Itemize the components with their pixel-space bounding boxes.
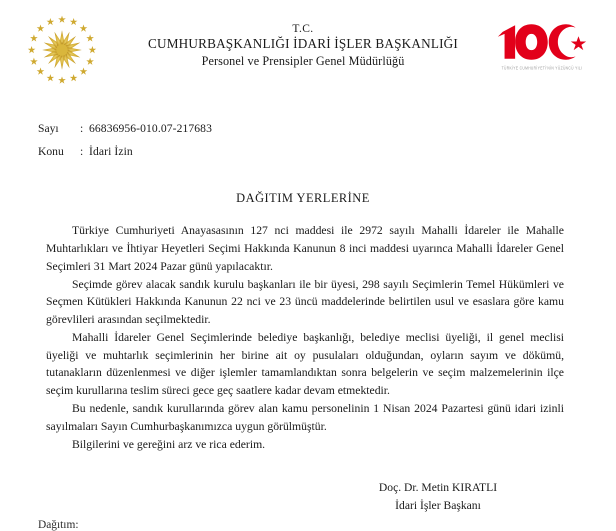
emblem-container bbox=[0, 0, 120, 88]
distribution-label: Dağıtım: bbox=[38, 519, 79, 531]
body-paragraph-2: Seçimde görev alacak sandık kurulu başkanları ile bir üyesi, 298 sayılı Seçimlerin Temel Hükümleri ve Seçmen Kütükleri Hakkında Kanunun 22 nci ve 23 üncü maddelerinde belirtilen usul ve esaslara göre kamu görevlileri arasından seçilmektedir. bbox=[46, 277, 564, 327]
meta-row-konu bbox=[38, 141, 616, 164]
body-paragraph-5: Bilgilerini ve gereğini arz ve rica ederim. bbox=[72, 437, 266, 451]
body-paragraph-3: Mahalli İdareler Genel Seçimlerinde belediye başkanlığı, belediye meclisi üyeliği, il genel meclisi üyeliği ve muhtarlık seçimlerinin her birine ait oy pusulaları olduğundan, oyların sayım ve dökümü, tutanakların düzenlenmesi ve diğer işlemler tamamlandıktan sonra belgelerin ve seçim malzemelerinin ilçe seçim kurullarına teslim süreci gece geç saatlere kadar devam etmektedir. bbox=[46, 330, 564, 398]
sayi-value: 66836956-010.07-217683 bbox=[89, 122, 212, 135]
signature-block bbox=[300, 479, 616, 514]
sayi-label: Sayı bbox=[38, 122, 59, 135]
signatory-name: Doç. Dr. Metin KIRATLI bbox=[378, 481, 498, 495]
konu-separator: : bbox=[80, 144, 84, 158]
header-department: Personel ve Prensipler Genel Müdürlüğü bbox=[201, 53, 405, 68]
body-paragraph-1: Türkiye Cumhuriyeti Anayasasının 127 nci maddesi ile 2972 sayılı Mahalli İdareler ile Mahalle Muhtarlıkları ve İhtiyar Heyetleri Seçimi Hakkında Kanunun 8 inci maddesi uyarınca Mahalli İdareler Genel Seçimleri 31 Mart 2024 Pazar günü yapılacaktır. bbox=[46, 224, 564, 273]
document-meta bbox=[0, 118, 616, 163]
anniversary-container bbox=[486, 0, 616, 70]
turkish-presidency-emblem-icon bbox=[24, 12, 100, 88]
meta-row-sayi bbox=[38, 118, 616, 141]
konu-label: Konu bbox=[38, 144, 64, 158]
document-body bbox=[0, 222, 616, 453]
anniversary-caption: TÜRKİYE CUMHURİYETİ'NİN YÜZÜNCÜ YILI bbox=[501, 65, 583, 71]
document-header bbox=[0, 0, 616, 100]
100th-anniversary-logo-icon bbox=[494, 20, 590, 64]
document-recipient-title: DAĞITIM YERLERİNE bbox=[236, 191, 370, 206]
body-paragraph-4: Bu nedenle, sandık kurullarında görev alan kamu personelinin 1 Nisan 2024 Pazartesi günü idari izinli sayılmaları Sayın Cumhurbaşkanımızca uygun görülmüştür. bbox=[46, 402, 564, 433]
header-tc: T.C. bbox=[292, 23, 314, 35]
header-institution: CUMHURBAŞKANLIĞI İDARİ İŞLER BAŞKANLIĞI bbox=[147, 36, 458, 52]
sayi-separator: : bbox=[80, 122, 84, 135]
konu-value: İdari İzin bbox=[89, 144, 133, 158]
signatory-title: İdari İşler Başkanı bbox=[395, 498, 481, 512]
header-titles bbox=[120, 0, 486, 69]
